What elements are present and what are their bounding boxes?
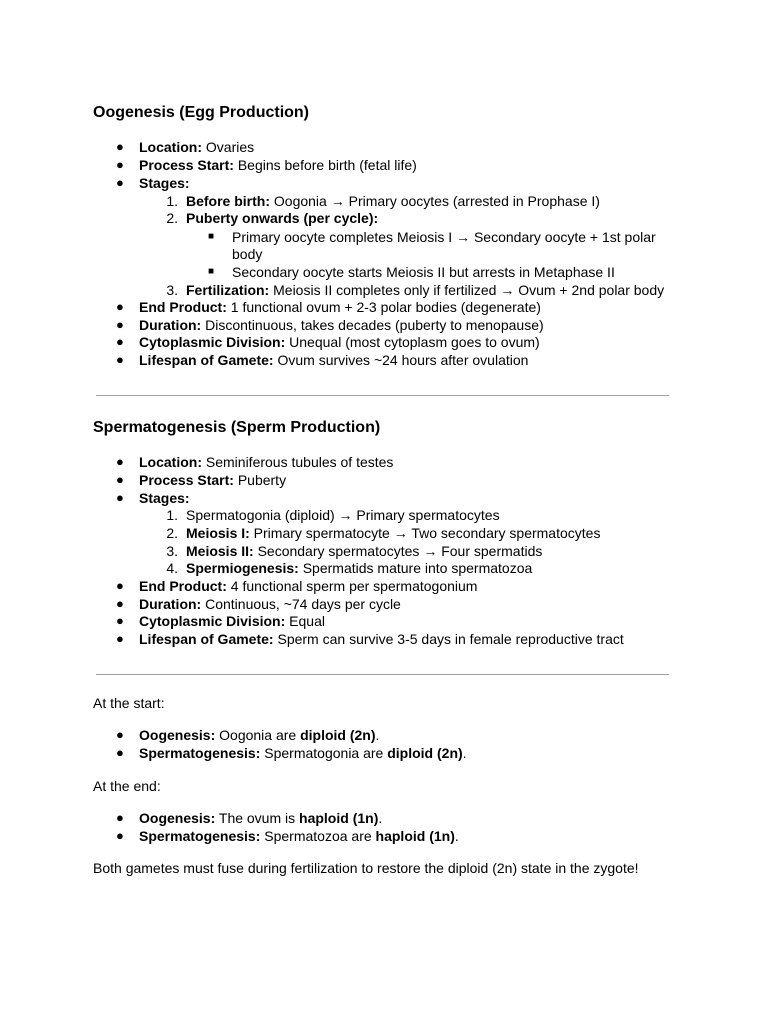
value: Oogonia are bbox=[215, 727, 301, 743]
bullet-icon: ● bbox=[116, 352, 124, 367]
value: Seminiferous tubules of testes bbox=[202, 454, 394, 470]
oogenesis-cytoplasmic-division bbox=[139, 333, 540, 351]
bullet-icon: ● bbox=[116, 490, 124, 505]
value: 1 functional ovum + 2-3 polar bodies (degenerate) bbox=[226, 299, 541, 315]
label: Fertilization: bbox=[186, 282, 270, 298]
label: Cytoplasmic Division: bbox=[139, 334, 286, 350]
spermatogenesis-end-product bbox=[139, 577, 477, 595]
emphasis: diploid (2n) bbox=[300, 727, 376, 743]
emphasis: haploid (1n) bbox=[299, 810, 379, 826]
label: Spermiogenesis: bbox=[186, 560, 299, 576]
label: Spermatogenesis: bbox=[139, 828, 261, 844]
value: The ovum is bbox=[215, 810, 300, 826]
value: Equal bbox=[285, 613, 325, 629]
value: Oogonia → Primary oocytes (arrested in Prophase I) bbox=[270, 193, 600, 209]
bullet-icon: ● bbox=[116, 299, 124, 314]
spermatogenesis-cytoplasmic-division bbox=[139, 612, 325, 630]
oogenesis-substage-2: Secondary oocyte starts Meiosis II but arrests in Metaphase II bbox=[232, 264, 615, 280]
punctuation: . bbox=[462, 745, 467, 761]
spermatogenesis-lifespan bbox=[139, 630, 624, 648]
start-spermatogenesis bbox=[139, 744, 467, 762]
oogenesis-process-start bbox=[139, 156, 417, 174]
list-number: 4. bbox=[166, 560, 178, 576]
bullet-icon: ● bbox=[116, 334, 124, 349]
oogenesis-stage-3 bbox=[186, 281, 664, 299]
end-oogenesis bbox=[139, 809, 382, 827]
punctuation: . bbox=[454, 828, 459, 844]
label: Cytoplasmic Division: bbox=[139, 613, 286, 629]
spermatogenesis-stage-1: Spermatogonia (diploid) → Primary spermatocytes bbox=[186, 507, 500, 523]
oogenesis-stage-1 bbox=[186, 192, 600, 210]
label: Process Start: bbox=[139, 472, 234, 488]
list-number: 1. bbox=[166, 507, 178, 523]
oogenesis-substage-1-line-1: Primary oocyte completes Meiosis I → Secondary oocyte + 1st polar bbox=[232, 229, 656, 245]
horizontal-divider bbox=[96, 674, 669, 675]
oogenesis-substage-1-line-2: body bbox=[232, 246, 263, 262]
spermatogenesis-duration bbox=[139, 595, 401, 613]
horizontal-divider bbox=[96, 395, 669, 396]
list-number: 3. bbox=[166, 543, 178, 559]
at-the-end-intro: At the end: bbox=[93, 778, 161, 794]
list-number: 1. bbox=[166, 193, 178, 209]
oogenesis-end-product bbox=[139, 298, 541, 316]
bullet-icon: ● bbox=[116, 175, 124, 190]
label: Puberty onwards (per cycle): bbox=[186, 210, 379, 226]
label: Duration: bbox=[139, 596, 202, 612]
spermatogenesis-heading: Spermatogenesis (Sperm Production) bbox=[93, 419, 381, 436]
label: Stages: bbox=[139, 490, 190, 506]
oogenesis-stage-2 bbox=[186, 209, 378, 227]
label: Duration: bbox=[139, 317, 202, 333]
value: Spermatozoa are bbox=[260, 828, 376, 844]
label: Lifespan of Gamete: bbox=[139, 352, 274, 368]
oogenesis-lifespan bbox=[139, 351, 528, 369]
bullet-icon: ● bbox=[116, 631, 124, 646]
bullet-icon: ● bbox=[116, 727, 124, 742]
value: Meiosis II completes only if fertilized → Ovum + 2nd polar body bbox=[269, 282, 665, 298]
value: Spermatids mature into spermatozoa bbox=[298, 560, 533, 576]
bullet-icon: ● bbox=[116, 745, 124, 760]
label: Oogenesis: bbox=[139, 727, 216, 743]
spermatogenesis-stage-3 bbox=[186, 542, 542, 560]
oogenesis-stages-label bbox=[139, 174, 190, 192]
list-number: 2. bbox=[166, 210, 178, 226]
value: Ovaries bbox=[202, 139, 255, 155]
bullet-icon: ● bbox=[116, 454, 124, 469]
at-the-start-intro: At the start: bbox=[93, 695, 165, 711]
value: Begins before birth (fetal life) bbox=[233, 157, 417, 173]
end-spermatogenesis bbox=[139, 827, 459, 845]
bullet-icon: ● bbox=[116, 613, 124, 628]
label: Location: bbox=[139, 139, 202, 155]
spermatogenesis-process-start bbox=[139, 471, 286, 489]
label: Location: bbox=[139, 454, 202, 470]
list-number: 3. bbox=[166, 282, 178, 298]
value: Unequal (most cytoplasm goes to ovum) bbox=[285, 334, 540, 350]
value: Secondary spermatocytes → Four spermatids bbox=[253, 543, 543, 559]
bullet-icon: ● bbox=[116, 828, 124, 843]
punctuation: . bbox=[375, 727, 380, 743]
oogenesis-location bbox=[139, 138, 254, 156]
bullet-icon: ● bbox=[116, 472, 124, 487]
bullet-icon: ● bbox=[116, 157, 124, 172]
label: Before birth: bbox=[186, 193, 270, 209]
conclusion-paragraph: Both gametes must fuse during fertilization to restore the diploid (2n) state in the zygote! bbox=[93, 860, 639, 876]
label: Meiosis II: bbox=[186, 543, 254, 559]
label: End Product: bbox=[139, 299, 227, 315]
label: Stages: bbox=[139, 175, 190, 191]
value: 4 functional sperm per spermatogonium bbox=[226, 578, 478, 594]
bullet-icon: ● bbox=[116, 578, 124, 593]
value: Puberty bbox=[233, 472, 287, 488]
spermatogenesis-stage-2 bbox=[186, 524, 600, 542]
bullet-icon: ● bbox=[116, 596, 124, 611]
list-number: 2. bbox=[166, 525, 178, 541]
spermatogenesis-location bbox=[139, 453, 393, 471]
square-bullet-icon: ■ bbox=[208, 266, 215, 277]
square-bullet-icon: ■ bbox=[208, 231, 215, 242]
spermatogenesis-stage-4 bbox=[186, 559, 532, 577]
label: Lifespan of Gamete: bbox=[139, 631, 274, 647]
label: Oogenesis: bbox=[139, 810, 216, 826]
bullet-icon: ● bbox=[116, 810, 124, 825]
bullet-icon: ● bbox=[116, 139, 124, 154]
label: Process Start: bbox=[139, 157, 234, 173]
bullet-icon: ● bbox=[116, 317, 124, 332]
oogenesis-heading: Oogenesis (Egg Production) bbox=[93, 104, 310, 121]
value: Ovum survives ~24 hours after ovulation bbox=[273, 352, 529, 368]
value: Continuous, ~74 days per cycle bbox=[201, 596, 401, 612]
label: End Product: bbox=[139, 578, 227, 594]
label: Spermatogenesis: bbox=[139, 745, 261, 761]
value: Spermatogonia are bbox=[260, 745, 388, 761]
punctuation: . bbox=[378, 810, 383, 826]
value: Primary spermatocyte → Two secondary spermatocytes bbox=[249, 525, 601, 541]
oogenesis-duration bbox=[139, 316, 544, 334]
value: Sperm can survive 3-5 days in female reproductive tract bbox=[273, 631, 624, 647]
value: Discontinuous, takes decades (puberty to menopause) bbox=[201, 317, 544, 333]
emphasis: haploid (1n) bbox=[375, 828, 455, 844]
start-oogenesis bbox=[139, 726, 379, 744]
label: Meiosis I: bbox=[186, 525, 250, 541]
spermatogenesis-stages-label bbox=[139, 489, 190, 507]
emphasis: diploid (2n) bbox=[387, 745, 463, 761]
